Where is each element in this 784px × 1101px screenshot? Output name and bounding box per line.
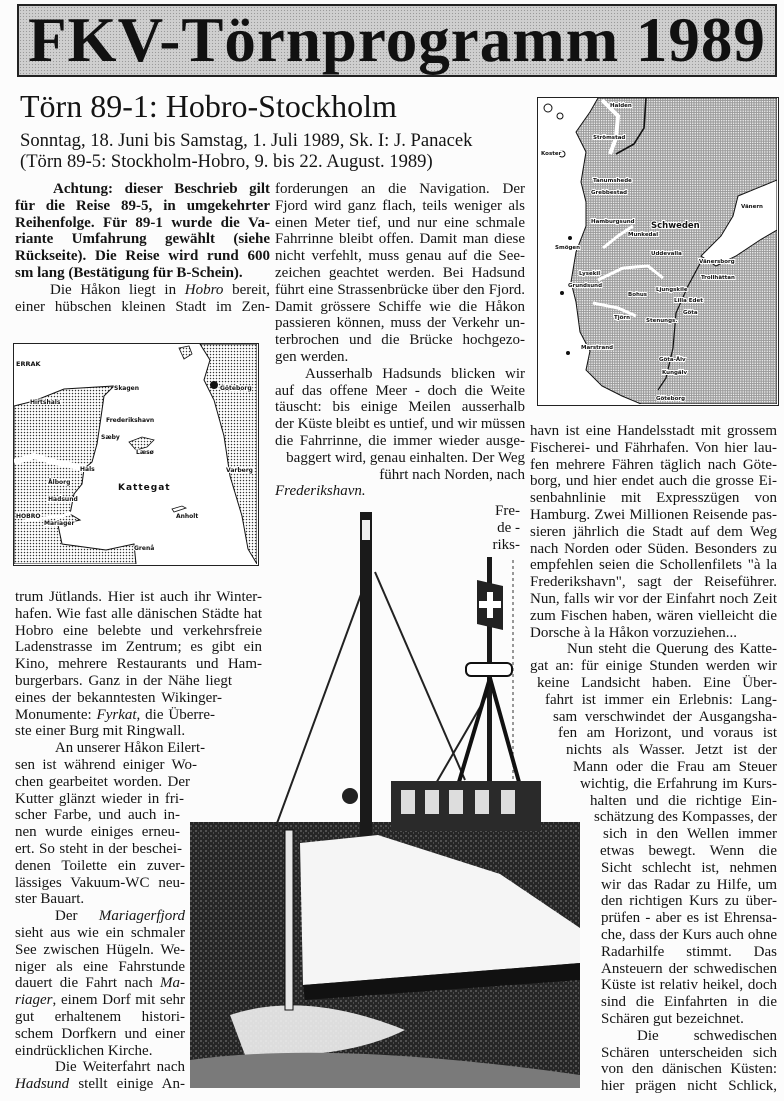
text-line: fahrt ist immer ein Erlebnis: Lang- <box>545 691 777 708</box>
text-line: täuscht: bis einige Meilen ausserhalb <box>275 399 525 416</box>
text-line: Frederikshavn", sagt der Reiseführer. <box>530 574 777 591</box>
text-line: ert. So steht in der beschei- <box>15 841 182 857</box>
map-label: Strömstad <box>593 135 626 141</box>
text-line: fen mehrere Fähren täglich nach Göte- <box>530 456 777 473</box>
swiss-flag-icon <box>477 580 503 630</box>
map-label: Varberg <box>226 467 253 474</box>
text-line: Hamburg. Zwei Millionen Reisende pas- <box>530 507 777 523</box>
title-banner <box>17 4 777 77</box>
text-line: prüfen - aber es ist Ehrensa- <box>601 910 777 927</box>
text-line: zeichen geachtet werden. Bei Hadsund <box>275 265 525 281</box>
text-line: etwas bewegt. Wenn die <box>600 843 777 859</box>
map-label: Grebbestad <box>591 190 628 196</box>
text-line: Fahrrinne bleibt offen. Damit man diese <box>275 231 525 248</box>
text-line: Ansteuern der schwedischen <box>601 960 777 977</box>
ship-photo <box>185 500 585 1092</box>
text-line: An unserer Håkon Eilert- <box>55 740 206 757</box>
text-line: nichts als Wasser. Jetzt ist der <box>566 742 777 759</box>
text-line: Nun steht die Querung des Katte- <box>567 641 777 658</box>
text-line: burgerbars. Ganz in der Nähe liegt <box>15 673 232 689</box>
text-line: von den dänischen Küsten: <box>601 1061 777 1078</box>
text-line: nicht verfehlt, muss genau auf die See- <box>275 248 525 265</box>
italic-term: Mariagerfjord <box>98 908 185 925</box>
text-line: Die schwedischen <box>637 1027 777 1044</box>
map-label: Kungälv <box>662 370 688 376</box>
map-label: ERRAK <box>16 360 41 368</box>
text-line: wir das Radar zu Hilfe, um <box>601 876 777 893</box>
map-label: Stenungs. <box>646 318 678 324</box>
text-line: einen Meter tief, und nur eine schmale <box>275 214 525 231</box>
text-line: Schären gut bezeichnet. <box>601 1011 744 1027</box>
text-line: riante Umfahrung gewählt (siehe <box>15 231 270 248</box>
text-line: Hadsund stellt einige An- <box>15 1076 185 1093</box>
text-line: schem Dorfkern und einer <box>15 1025 185 1042</box>
map-label: Koster <box>541 151 562 157</box>
text-line: sieren jährlich die Stadt auf dem Weg <box>530 523 777 540</box>
text-line: Schären unterscheiden sich <box>601 1044 777 1061</box>
text-line <box>275 483 525 500</box>
text-line: Kutter glänzt wieder in fri- <box>15 790 184 807</box>
text-line: denen Toilette ein zuver- <box>15 857 185 874</box>
map-label: Grundsund <box>568 283 603 289</box>
page-title: FKV-Törnprogramm 1989 <box>28 5 766 75</box>
map-label: Tjörn <box>614 315 631 321</box>
text-line: halten und die richtige Ein- <box>590 792 777 809</box>
text-line: che, dass der Kurs auch ohne <box>601 927 777 943</box>
map-label: Mariager <box>44 520 75 527</box>
map-label: Skagen <box>114 385 139 392</box>
text-line: niger als eine Fahrstunde <box>15 958 185 975</box>
trip-dates: Sonntag, 18. Juni bis Samstag, 1. Juli 1989, Sk. I: J. Panacek <box>20 130 473 151</box>
italic-term: Fyrkat <box>96 706 137 723</box>
sweden-coast-map <box>537 97 779 406</box>
text-line: zum Fischen haben, wären vielleicht die <box>530 607 777 624</box>
text-line: hier prägen nicht Schlick, <box>601 1078 777 1095</box>
island-top <box>179 346 192 359</box>
text-line: riks- <box>492 536 520 553</box>
text-line: empfehlen seien die Schollenfilets "à la <box>530 557 777 574</box>
map-label: Schweden <box>651 221 700 231</box>
main-mast <box>360 512 372 842</box>
map-label: Grenå <box>134 545 155 552</box>
text-line: borg, und hier endet auch die grosse Ei- <box>530 473 777 490</box>
text-line: riager, einem Dorf mit sehr <box>15 992 185 1009</box>
text-line: Küste ist relativ heikel, doch <box>601 977 777 994</box>
map-label: Bohus <box>628 292 648 298</box>
text-line: Fischerei- und Fährhafen. Von hier lau- <box>530 439 777 456</box>
text-line: Fjord wird ganz flach, teils weniger als <box>275 197 525 214</box>
text-line: den richtigen Kurs zu über- <box>601 893 777 910</box>
map-label: Marstrand <box>581 345 614 351</box>
text-line: führt eine Strassenbrücke über den Fjord. <box>275 281 525 298</box>
map-label: Smögen <box>555 245 581 251</box>
map-label: Kattegat <box>118 483 171 493</box>
text-line: Kino, mehrere Restaurants und Ham- <box>15 656 262 673</box>
text-line: Damit grössere Schiffe wie die Håkon <box>275 298 525 315</box>
jutland-land <box>14 386 136 564</box>
text-line: ste einer Burg mit Ringwall. <box>15 723 186 740</box>
text-line: Ladenstrasse im Zentrum; es gibt ein <box>15 639 262 656</box>
text-line: Nun, falls wir vor der Einfahrt noch Zeit <box>530 591 777 607</box>
text-line: Rückseite). Die Reise wird rund 600 <box>15 248 270 265</box>
map-label: Vänersborg <box>699 259 735 265</box>
anholt-island <box>172 506 186 512</box>
text-line: hafen. Wie fast alle dänischen Städte hat <box>15 605 262 622</box>
text-line: See zwischen Hügeln. We- <box>15 941 185 958</box>
crows-nest <box>466 663 512 676</box>
italic-term: Ma- <box>160 975 185 992</box>
text-line: Die Weiterfahrt nach <box>55 1059 185 1076</box>
map-label: Sæby <box>101 434 120 441</box>
text-line: Reihenfolge. Für 89-1 wurde die Va- <box>15 214 270 231</box>
text-line: sich in den Wellen immer <box>603 826 777 843</box>
text-line: schätzung des Kompasses, der <box>594 809 777 826</box>
text-line: Die Håkon liegt in Hobro bereit, <box>50 281 270 298</box>
map-label: Hals <box>80 466 95 473</box>
trip-heading: Törn 89-1: Hobro-Stockholm <box>20 88 397 124</box>
text-line: havn ist eine Handelsstadt mit grossem <box>530 423 777 439</box>
italic-term: Frederikshavn. <box>275 483 366 500</box>
text-line: Radarhilfe stimmt. Das <box>601 943 777 960</box>
text-line: fen am Horizont, und voraus ist <box>558 725 777 742</box>
italic-term: riager <box>15 992 53 1009</box>
text-line: dauert die Fahrt nach Ma- <box>15 975 185 992</box>
text-line: Mann oder die Frau am Steuer <box>573 759 777 775</box>
ventilator <box>342 788 358 804</box>
text-line: nach Norden oder Süden. Besonders zu <box>530 540 777 557</box>
text-line: die Fahrrinne, die immer wieder ausge- <box>275 433 525 449</box>
text-line: Der Mariagerfjord <box>55 908 185 925</box>
text-line: de - <box>497 519 520 536</box>
text-line: gat an: für einige Stunden werden wir <box>530 658 777 675</box>
text-line: Monumente: Fyrkat, die Überre- <box>15 706 216 723</box>
skerries <box>544 104 572 355</box>
text-line: Dorsche à la Håkon vorzuziehen... <box>530 624 737 641</box>
map-label: Ljungskile <box>656 287 688 293</box>
text-line: senbahnlinie mit Expresszügen von <box>530 490 777 507</box>
map-label: Munkedal <box>628 232 659 238</box>
map-label: HOBRO <box>16 513 41 520</box>
text-line: Hobro eine belebte und verkehrsfreie <box>15 622 262 639</box>
text-line: sieht aus wie ein schmaler <box>15 925 185 941</box>
map-label: Trollhättan <box>701 275 735 281</box>
rigging <box>375 572 465 780</box>
text-line: einer hübschen kleinen Stadt im Zen- <box>15 298 270 315</box>
map-label: Hirtshals <box>30 399 61 406</box>
map-label: Vänern <box>741 204 763 210</box>
text-line: Ausserhalb Hadsunds blicken wir <box>305 365 525 382</box>
text-line: scher Farbe, und auch in- <box>15 807 180 824</box>
rigging <box>276 570 370 826</box>
text-line: baggert wird, genau einhalten. Der Weg <box>286 449 525 466</box>
text-line: forderungen an die Navigation. Der <box>275 181 525 197</box>
map-label: Læsø <box>136 449 154 456</box>
map-label: Uddevalla <box>651 251 682 257</box>
text-line: gut erhaltenem histori- <box>15 1009 185 1025</box>
text-line: der Küste bleibt es untief, und wir müssen <box>275 416 526 433</box>
italic-term: Hadsund <box>15 1076 70 1093</box>
italic-term: Hobro <box>184 281 224 298</box>
text-line: für die Reise 89-5, in umgekehrter <box>15 197 270 214</box>
text-line: sam verschwindet der Ausgangsha- <box>553 708 777 725</box>
alternate-trip: (Törn 89-5: Stockholm-Hobro, 9. bis 22. August. 1989) <box>20 151 433 172</box>
map-label: Tanumshede <box>593 178 632 184</box>
text-line: keine Landsicht haben. Eine Über- <box>537 675 777 691</box>
text-line: eines der bekanntesten Wikinger- <box>15 689 222 706</box>
text-line: wichtig, die Erfahrung im Kurs- <box>580 775 777 792</box>
text-line: gen werden. <box>275 349 349 365</box>
bow-pole <box>285 830 293 1010</box>
text-line: terbrochen und die Brücke hochgezo- <box>275 332 525 349</box>
text-line: nen wurde einiges erneu- <box>15 824 180 841</box>
text-line: auf das offene Meer - doch die Weite <box>275 382 525 399</box>
map-label: Göta <box>683 310 698 316</box>
text-line: eindrücklichen Kirche. <box>15 1042 153 1059</box>
map-label: Göteborg <box>656 396 686 402</box>
text-line: Sicht schlecht ist, nehmen <box>601 859 777 876</box>
text-line: Fre- <box>495 503 520 519</box>
map-label: Ålborg <box>48 479 71 486</box>
text-line: sind die Einfahrten in die <box>601 994 777 1011</box>
text-line: Achtung: dieser Beschrieb gilt <box>53 181 270 197</box>
text-line: führt nach Norden, nach <box>379 466 525 483</box>
map-label: Hadsund <box>48 496 78 503</box>
text-line: lässiges Vakuum-WC neu- <box>15 874 185 891</box>
map-label: Anholt <box>176 513 199 520</box>
text-line: sm lang (Bestätigung für B-Schein). <box>15 265 243 281</box>
map-label: Hamburgsund <box>591 219 635 225</box>
text-line: ster Bauart. <box>15 891 85 908</box>
goteborg-marker <box>210 381 218 389</box>
map-label: Lilla Edet <box>674 298 703 304</box>
text-line: chen gearbeitet worden. Der <box>15 773 190 790</box>
map-label: Göteborg <box>220 385 252 392</box>
text-line: passieren können, muss der Verkehr un- <box>275 315 525 332</box>
map-label: Halden <box>610 103 632 109</box>
map-label: Lysekil <box>579 271 601 277</box>
map-label: Frederikshavn <box>106 417 155 424</box>
text-line: sen ist während einiger Wo- <box>15 757 197 773</box>
text-line: trum Jütlands. Hier ist auch ihr Winter- <box>15 589 262 605</box>
map-label: Göta-Älv <box>659 357 686 363</box>
